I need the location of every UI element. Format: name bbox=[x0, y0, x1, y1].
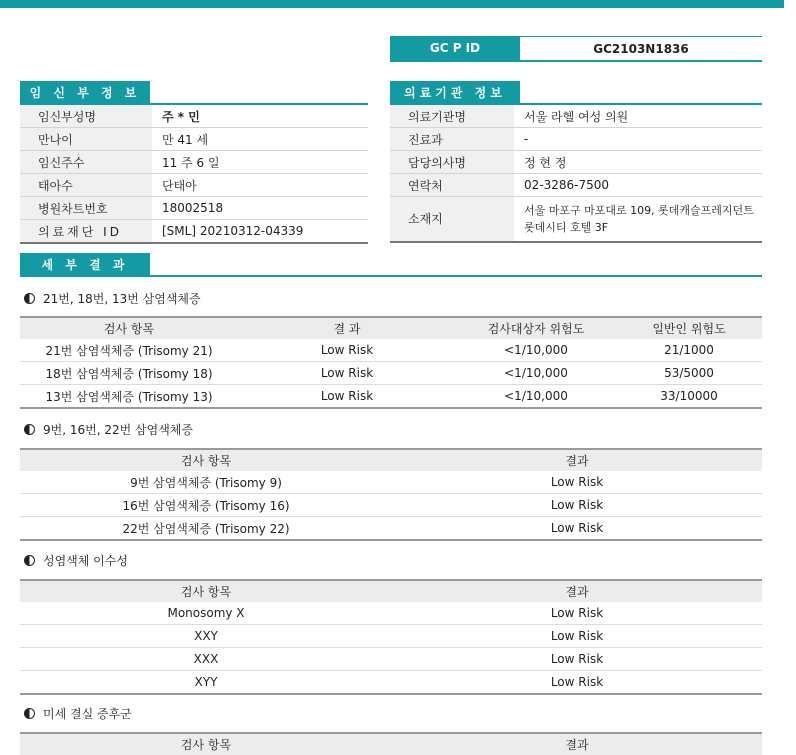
table-row bbox=[20, 471, 762, 494]
column-header: 결과 bbox=[392, 733, 762, 755]
column-header: 검사 항목 bbox=[20, 580, 392, 602]
gcp-id-box bbox=[390, 36, 762, 62]
table-row bbox=[20, 494, 762, 517]
result: Low Risk bbox=[392, 602, 762, 625]
gcp-id-value: GC2103N1836 bbox=[520, 36, 762, 60]
clinic-info-tab: 의료기관 정보 bbox=[390, 81, 520, 105]
section-title: 성염색체 이수성 bbox=[43, 554, 128, 568]
section-heading bbox=[24, 421, 193, 438]
clinic-value: 서울 라헬 여성 의원 bbox=[514, 105, 762, 128]
patient-row bbox=[20, 197, 368, 220]
clinic-key: 연락처 bbox=[390, 174, 514, 197]
patient-info-table bbox=[20, 105, 368, 244]
section-heading bbox=[24, 705, 132, 722]
patient-value: 만 41 세 bbox=[152, 128, 368, 151]
general-risk: 33/10000 bbox=[616, 385, 762, 409]
clinic-row bbox=[390, 174, 762, 197]
result: Low Risk bbox=[392, 471, 762, 494]
result: Low Risk bbox=[238, 339, 456, 362]
clinic-key: 소재지 bbox=[390, 197, 514, 242]
clinic-value: 정 현 정 bbox=[514, 151, 762, 174]
result-table-trisomy-21-18-13 bbox=[20, 316, 762, 409]
section-title: 미세 결실 증후군 bbox=[43, 707, 132, 721]
clinic-value: 서울 마포구 마포대로 109, 롯데캐슬프레지던트 롯데시티 호텔 3F bbox=[514, 197, 762, 242]
clinic-row bbox=[390, 197, 762, 242]
clinic-row bbox=[390, 151, 762, 174]
column-header: 일반인 위험도 bbox=[616, 317, 762, 339]
result: Low Risk bbox=[392, 494, 762, 517]
clinic-value: - bbox=[514, 128, 762, 151]
column-header: 결 과 bbox=[238, 317, 456, 339]
column-header: 검사 항목 bbox=[20, 733, 392, 755]
table-row bbox=[20, 385, 762, 409]
patient-key: 임신부성명 bbox=[20, 105, 152, 128]
table-row bbox=[20, 625, 762, 648]
test-item: 9번 삼염색체증 (Trisomy 9) bbox=[20, 471, 392, 494]
test-item: 18번 삼염색체증 (Trisomy 18) bbox=[20, 362, 238, 385]
table-row bbox=[20, 339, 762, 362]
result: Low Risk bbox=[238, 362, 456, 385]
table-header-row bbox=[20, 733, 762, 755]
column-header: 검사 항목 bbox=[20, 449, 392, 471]
table-row bbox=[20, 648, 762, 671]
patient-row bbox=[20, 105, 368, 128]
test-item: 22번 삼염색체증 (Trisomy 22) bbox=[20, 517, 392, 541]
patient-value: 주 * 민 bbox=[152, 105, 368, 128]
test-item: XYY bbox=[20, 671, 392, 695]
column-header: 검사 항목 bbox=[20, 317, 238, 339]
table-row bbox=[20, 671, 762, 695]
section-title: 9번, 16번, 22번 삼염색체증 bbox=[43, 423, 193, 437]
table-header-row bbox=[20, 449, 762, 471]
clinic-key: 진료과 bbox=[390, 128, 514, 151]
gcp-id-label: GC P ID bbox=[390, 36, 520, 60]
patient-key: 의료재단 ID bbox=[20, 220, 152, 244]
clinic-row bbox=[390, 128, 762, 151]
clinic-key: 담당의사명 bbox=[390, 151, 514, 174]
top-accent-bar bbox=[0, 0, 784, 8]
subject-risk: <1/10,000 bbox=[456, 339, 616, 362]
column-header: 검사대상자 위험도 bbox=[456, 317, 616, 339]
result: Low Risk bbox=[392, 517, 762, 541]
test-item: 21번 삼염색체증 (Trisomy 21) bbox=[20, 339, 238, 362]
section-heading bbox=[24, 552, 128, 569]
test-item: Monosomy X bbox=[20, 602, 392, 625]
half-circle-icon bbox=[24, 708, 35, 719]
test-item: XXY bbox=[20, 625, 392, 648]
result: Low Risk bbox=[392, 625, 762, 648]
result: Low Risk bbox=[238, 385, 456, 409]
result: Low Risk bbox=[392, 671, 762, 695]
result-table-trisomy-9-16-22 bbox=[20, 448, 762, 541]
test-item: 13번 삼염색체증 (Trisomy 13) bbox=[20, 385, 238, 409]
table-header-row bbox=[20, 580, 762, 602]
patient-row bbox=[20, 151, 368, 174]
section-title: 21번, 18번, 13번 삼염색체증 bbox=[43, 292, 201, 306]
patient-key: 태아수 bbox=[20, 174, 152, 197]
general-risk: 53/5000 bbox=[616, 362, 762, 385]
section-heading bbox=[24, 290, 201, 307]
table-row bbox=[20, 362, 762, 385]
clinic-key: 의료기관명 bbox=[390, 105, 514, 128]
table-header-row bbox=[20, 317, 762, 339]
test-item: 16번 삼염색체증 (Trisomy 16) bbox=[20, 494, 392, 517]
detail-results-underline bbox=[20, 275, 762, 277]
column-header: 결과 bbox=[392, 580, 762, 602]
clinic-info-table bbox=[390, 105, 762, 243]
test-item: XXX bbox=[20, 648, 392, 671]
table-row bbox=[20, 602, 762, 625]
clinic-value: 02-3286-7500 bbox=[514, 174, 762, 197]
half-circle-icon bbox=[24, 555, 35, 566]
general-risk: 21/1000 bbox=[616, 339, 762, 362]
patient-value: 단태아 bbox=[152, 174, 368, 197]
column-header: 결과 bbox=[392, 449, 762, 471]
patient-key: 병원차트번호 bbox=[20, 197, 152, 220]
detail-results-tab: 세 부 결 과 bbox=[20, 253, 150, 277]
clinic-row bbox=[390, 105, 762, 128]
patient-row bbox=[20, 128, 368, 151]
patient-row bbox=[20, 220, 368, 244]
result-table-sex-chromosome bbox=[20, 579, 762, 695]
patient-row bbox=[20, 174, 368, 197]
patient-value: 11 주 6 일 bbox=[152, 151, 368, 174]
half-circle-icon bbox=[24, 424, 35, 435]
result: Low Risk bbox=[392, 648, 762, 671]
half-circle-icon bbox=[24, 293, 35, 304]
patient-key: 만나이 bbox=[20, 128, 152, 151]
subject-risk: <1/10,000 bbox=[456, 362, 616, 385]
subject-risk: <1/10,000 bbox=[456, 385, 616, 409]
patient-value: [SML] 20210312-04339 bbox=[152, 220, 368, 244]
patient-key: 임신주수 bbox=[20, 151, 152, 174]
table-row bbox=[20, 517, 762, 541]
patient-value: 18002518 bbox=[152, 197, 368, 220]
patient-info-tab: 임 신 부 정 보 bbox=[20, 81, 150, 105]
